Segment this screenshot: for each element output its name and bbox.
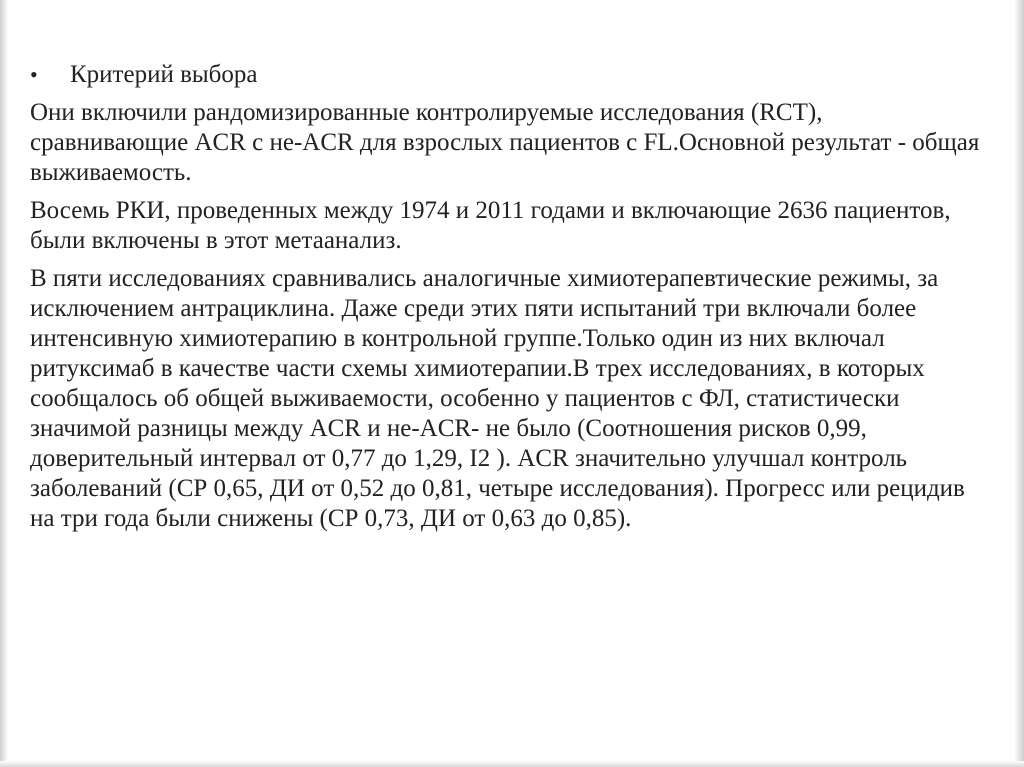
paragraph-rct-count: Восемь РКИ, проведенных между 1974 и 2011 годами и включающие 2636 пациентов, были включены в этот метаанализ. xyxy=(30,197,951,254)
paragraph-results: В пяти исследованиях сравнивались аналогичные химиотерапевтические режимы, за исключением антрациклина. Даже среди этих пяти испытаний три включали более интенсивную химиотерапию в контрольной группе.Только один из них включал ритуксимаб в качестве части схемы химиотерапии.В трех исследованиях, в которых сообщалось об общей выживаемости, особенно у пациентов с ФЛ, статистически значимой разницы между ACR и не-ACR- не было (Соотношения рисков 0,99, доверительный интервал от 0,77 до 1,29, I2 ). ACR значительно улучшал контроль заболеваний (СР 0,65, ДИ от 0,52 до 0,81, четыре исследования). Прогресс или рецидив на три года были снижены (СР 0,73, ДИ от 0,63 до 0,85). xyxy=(30,265,965,532)
slide-right-shadow xyxy=(1014,0,1024,767)
heading-text: Критерий выбора xyxy=(70,61,258,88)
paragraph-inclusion-criteria: Они включили рандомизированные контролируемые исследования (RCT), сравнивающие ACR с не-ACR для взрослых пациентов с FL.Основной результат - общая выживаемость. xyxy=(30,99,980,186)
bullet-icon: • xyxy=(30,62,38,87)
bullet-heading xyxy=(30,60,980,90)
slide-bottom-shadow xyxy=(0,761,1024,767)
slide-body xyxy=(30,60,980,542)
slide-left-shadow xyxy=(0,0,8,767)
